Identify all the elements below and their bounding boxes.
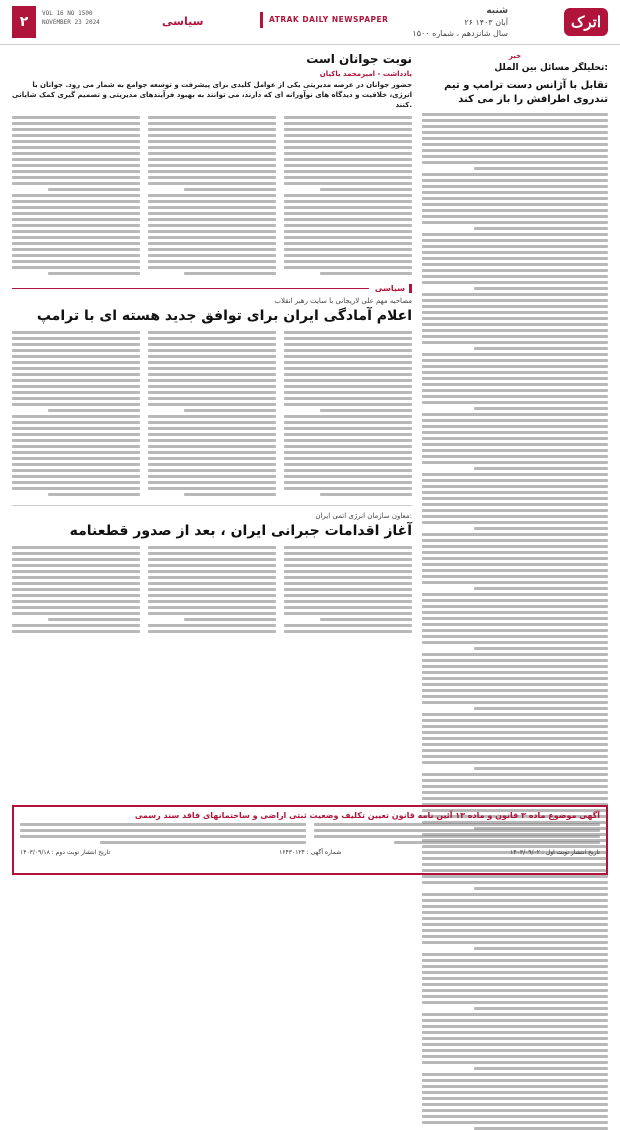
ad-number: شماره آگهی : ۱۶۴۳۰۱۲۴ <box>279 849 342 856</box>
date-line-en: NOVEMBER 23 2024 <box>42 19 100 26</box>
article-body-text <box>422 113 608 1130</box>
section-label <box>12 284 412 293</box>
page-meta <box>12 6 242 38</box>
ad-date-second: تاریخ انتشار نوبت دوم : ۱۴۰۳/۰۹/۱۸ <box>20 849 111 856</box>
editorial-author: یادداشت - امیرمحمد باکیان <box>319 70 412 78</box>
ad-date-first: تاریخ انتشار نوبت اول : ۱۴۰۳/۰۹/۰۲ <box>510 849 600 856</box>
news-kicker: خبر <box>508 52 522 60</box>
section-rule <box>12 288 369 289</box>
brand-logo: اترک <box>564 8 608 36</box>
legal-notice-ad <box>12 805 608 875</box>
main-area <box>12 52 412 875</box>
second-title: آغاز اقدامات جبرانی ایران ، بعد از صدور قطعنامه <box>69 523 412 539</box>
right-column <box>422 52 608 875</box>
brand <box>508 8 608 38</box>
date-fa: ۲۶ آبان ۱۴۰۳ <box>464 18 508 27</box>
paper-name-en: ATRAK DAILY NEWSPAPER <box>260 12 429 28</box>
section-name: سیاسی <box>162 15 204 28</box>
volume-info <box>42 9 100 27</box>
news-pre-title: تحلیلگر مسائل بین الملل: <box>494 63 608 73</box>
second-pre-title: معاون سازمان انرژی اتمی ایران: <box>315 512 412 520</box>
editorial-body <box>12 116 412 278</box>
volume-line: VOL 16 NO 1500 <box>42 10 93 17</box>
article-pre-title: مصاحبه مهم علی لاریجانی با سایت رهبر انقلاب <box>274 297 412 305</box>
divider <box>12 505 412 506</box>
ad-body <box>20 823 600 847</box>
article-body <box>12 331 412 499</box>
news-headline: تقابل با آژانس دست ترامپ و تیم تندروی اطرافش را باز می کند <box>444 80 608 105</box>
section-label-text: سیاسی <box>375 284 412 293</box>
day-name: شنبه <box>486 6 508 16</box>
second-article-body <box>12 546 412 636</box>
ad-footer <box>20 849 600 856</box>
editorial-lead: حضور جوانان در عرصه مدیریتی یکی از عوامل کلیدی برای پیشرفت و توسعه جوامع به شمار می رود. جوانان با انرژی، خلاقیت و دیدگاه های نوآورانه ای که دارند، می توانند به بهبود فرآیندهای مدیریتی و تصمیم گیری کمک شایانی کنند. <box>12 81 412 109</box>
editorial-title: نوبت جوانان است <box>306 52 412 66</box>
page-number: ۲ <box>12 6 36 38</box>
article-title: اعلام آمادگی ایران برای توافق جدید هسته ای با ترامپ <box>36 308 412 324</box>
issue-line: سال شانزدهم ، شماره ۱۵۰۰ <box>412 29 508 38</box>
ad-title: آگهی موضوع ماده ۳ قانون و ماده ۱۳ آئین نامه قانون تعیین تکلیف وضعیت ثبتی اراضی و ساختمانهای فاقد سند رسمی <box>134 811 600 820</box>
date-block <box>412 6 508 39</box>
page-header <box>0 0 620 45</box>
